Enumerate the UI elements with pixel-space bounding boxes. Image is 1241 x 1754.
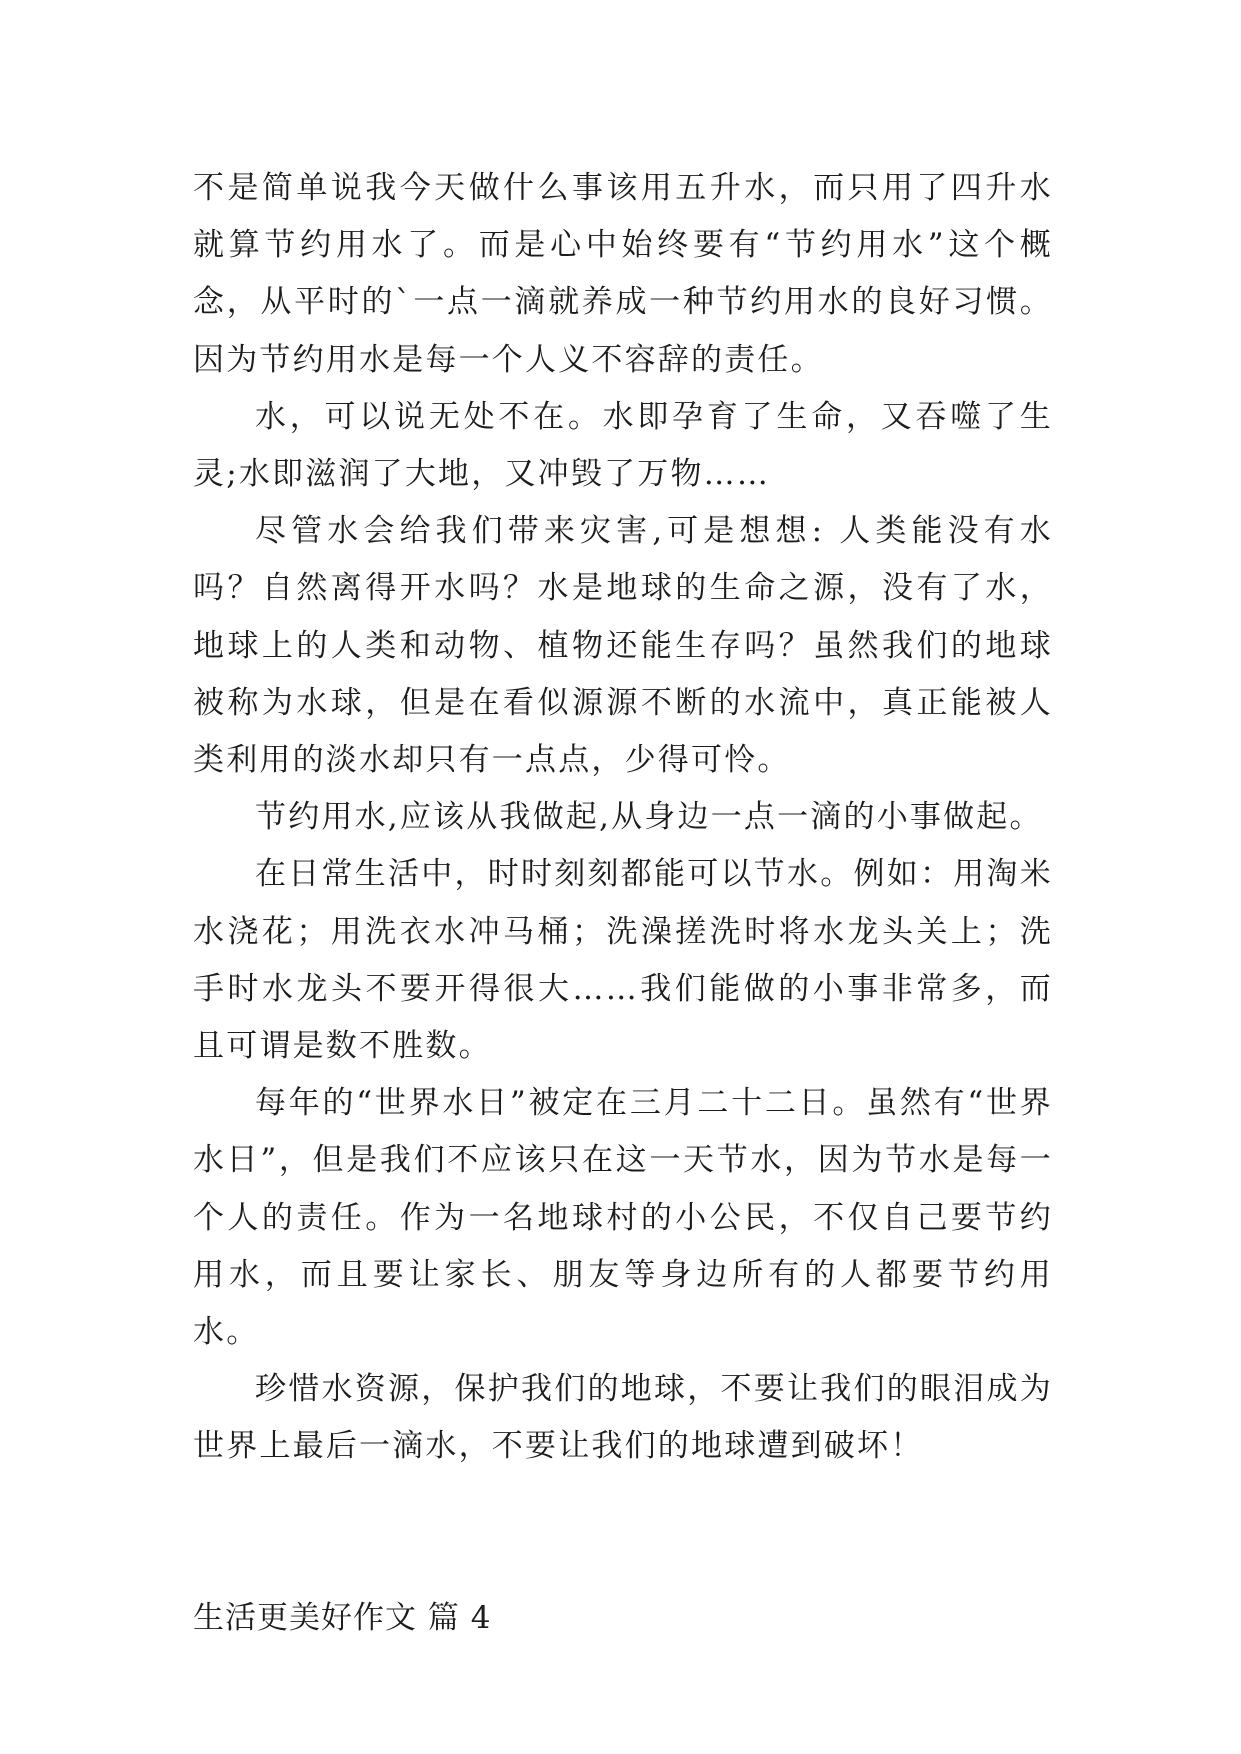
section-title: 生活更美好作文 篇 4 xyxy=(193,1600,492,1636)
essay-body xyxy=(193,160,1053,1476)
paragraph-water-disasters: 尽管水会给我们带来灾害,可是想想: 人类能没有水吗？自然离得开水吗？水是地球的生命之源，没有了水，地球上的人类和动物、植物还能生存吗？虽然我们的地球被称为水球，但是在看似源源不断的水流中，真正能被人类利用的淡水却只有一点点，少得可怜。 xyxy=(193,513,1053,779)
paragraph-cherish-water: 珍惜水资源，保护我们的地球，不要让我们的眼泪成为世界上最后一滴水，不要让我们的地球遭到破坏！ xyxy=(193,1371,1053,1465)
paragraph-world-water-day: 每年的“世界水日”被定在三月二十二日。虽然有“世界水日”，但是我们不应该只在这一天节水，因为节水是每一个人的责任。作为一名地球村的小公民，不仅自己要节约用水，而且要让家长、朋友等身边所有的人都要节约用水。 xyxy=(193,1085,1053,1351)
paragraph-daily-life: 在日常生活中，时时刻刻都能可以节水。例如：用淘米水浇花；用洗衣水冲马桶；洗澡搓洗时将水龙头关上；洗手时水龙头不要开得很大……我们能做的小事非常多，而且可谓是数不胜数。 xyxy=(193,856,1053,1065)
paragraph-start-from-me: 节约用水,应该从我做起,从身边一点一滴的小事做起。 xyxy=(255,799,1043,836)
paragraph-continuation: 不是简单说我今天做什么事该用五升水，而只用了四升水就算节约用水了。而是心中始终要有“节约用水”这个概念，从平时的`一点一滴就养成一种节约用水的良好习惯。因为节约用水是每一个人义不容辞的责任。 xyxy=(193,170,1053,378)
paragraph-water-everywhere: 水，可以说无处不在。水即孕育了生命，又吞噬了生灵;水即滋润了大地，又冲毁了万物…… xyxy=(193,398,1053,493)
